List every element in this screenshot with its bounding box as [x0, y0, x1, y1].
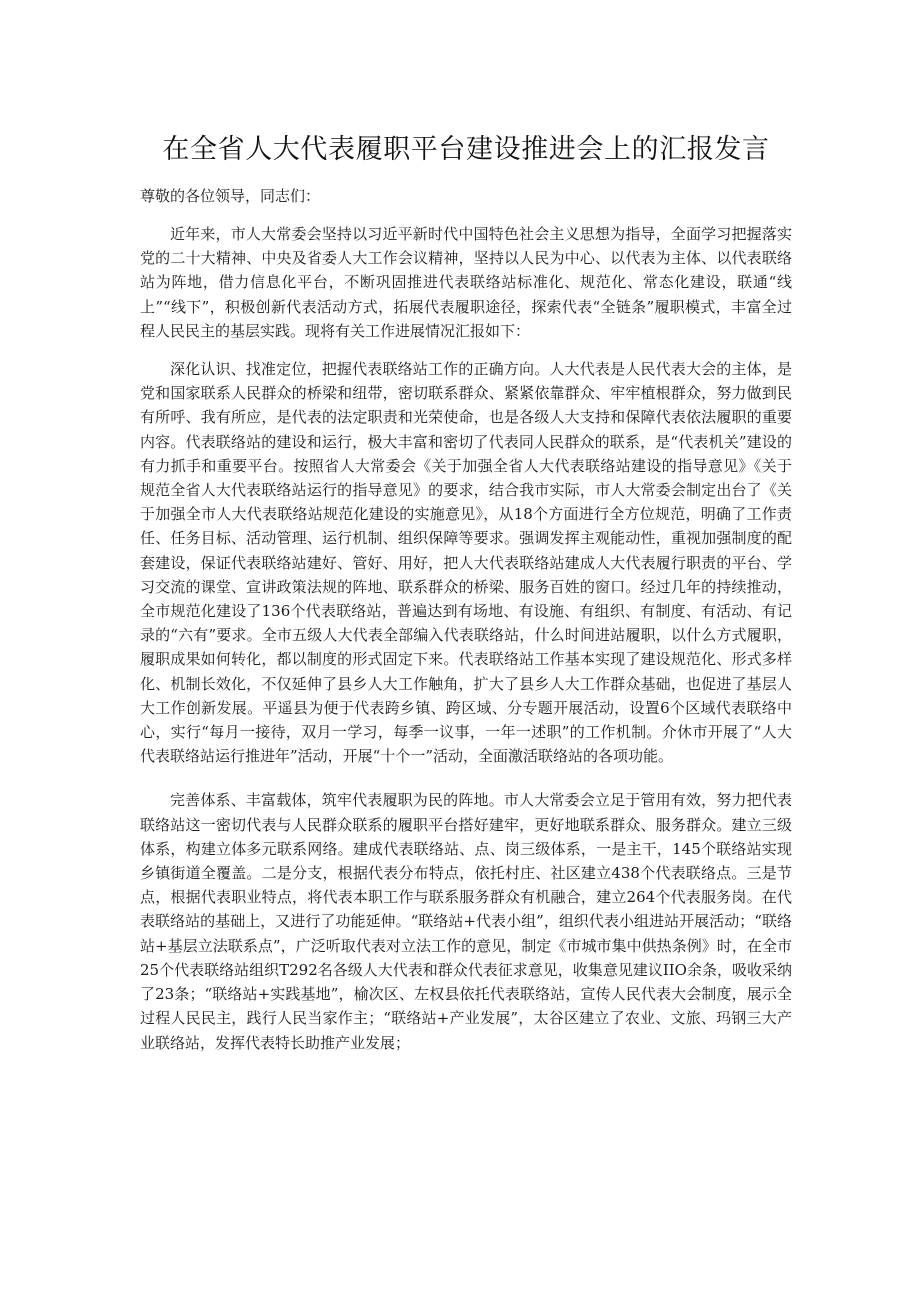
salutation: 尊敬的各位领导，同志们：	[140, 187, 321, 205]
document-page	[140, 128, 792, 1055]
paragraph-intro: 近年来，市人大常委会坚持以习近平新时代中国特色社会主义思想为指导，全面学习把握落实党的二十大精神、中央及省委人大工作会议精神，坚持以人民为中心、以代表为主体、以代表联络站为阵地，借力信息化平台，不断巩固推进代表联络站标准化、规范化、常态化建设，联通“线上”“线下”，积极创新代表活动方式，拓展代表履职途径，探索代表“全链条”履职模式，丰富全过程人民民主的基层实践。现将有关工作进展情况汇报如下：	[140, 225, 792, 340]
paragraph-section-2: 完善体系、丰富载体，筑牢代表履职为民的阵地。市人大常委会立足于管用有效，努力把代表联络站这一密切代表与人民群众联系的履职平台搭好建牢，更好地联系群众、服务群众。建立三级体系，构建立体多元联系网络。建成代表联络站、点、岗三级体系，一是主干，145个联络站实现乡镇街道全覆盖。二是分支，根据代表分布特点，依托村庄、社区建立438个代表联络点。三是节点，根据代表职业特点，将代表本职工作与联系服务群众有机融合，建立264个代表服务岗。在代表联络站的基础上，又进行了功能延伸。“联络站+代表小组”，组织代表小组进站开展活动；“联络站+基层立法联系点”，广泛听取代表对立法工作的意见，制定《市城市集中供热条例》时，在全市25个代表联络站组织T292名各级人大代表和群众代表征求意见，收集意见建议IIO余条，吸收采纳了23条；“联络站+实践基地”，榆次区、左权县依托代表联络站，宣传人民代表大会制度，展示全过程人民民主，践行人民当家作主；“联络站+产业发展”，太谷区建立了农业、文旅、玛钢三大产业联络站，发挥代表特长助推产业发展；	[140, 791, 792, 1052]
paragraph-section-1: 深化认识、找准定位，把握代表联络站工作的正确方向。人大代表是人民代表大会的主体，是党和国家联系人民群众的桥梁和纽带，密切联系群众、紧紧依靠群众、牢牢植根群众，努力做到民有所呼、我有所应，是代表的法定职责和光荣使命，也是各级人大支持和保障代表依法履职的重要内容。代表联络站的建设和运行，极大丰富和密切了代表同人民群众的联系，是“代表机关”建设的有力抓手和重要平台。按照省人大常委会《关于加强全省人大代表联络站建设的指导意见》《关于规范全省人大代表联络站运行的指导意见》的要求，结合我市实际，市人大常委会制定出台了《关于加强全市人大代表联络站规范化建设的实施意见》，从18个方面进行全方位规范，明确了工作责任、任务目标、活动管理、运行机制、组织保障等要求。强调发挥主观能动性，重视加强制度的配套建设，保证代表联络站建好、管好、用好，把人大代表联络站建成人大代表履行职责的平台、学习交流的课堂、宣讲政策法规的阵地、联系群众的桥梁、服务百姓的窗口。经过几年的持续推动，全市规范化建设了136个代表联络站，普遍达到有场地、有设施、有组织、有制度、有活动、有记录的“六有”要求。全市五级人大代表全部编入代表联络站，什么时间进站履职，以什么方式履职，履职成果如何转化，都以制度的形式固定下来。代表联络站工作基本实现了建设规范化、形式多样化、机制长效化，不仅延伸了县乡人大工作触角，扩大了县乡人大工作群众基础，也促进了基层人大工作创新发展。平遥县为便于代表跨乡镇、跨区域、分专题开展活动，设置6个区域代表联络中心，实行“每月一接待，双月一学习，每季一议事，一年一述职”的工作机制。介休市开展了“人大代表联络站运行推进年”活动，开展“十个一”活动，全面激活联络站的各项功能。	[140, 360, 792, 766]
document-title: 在全省人大代表履职平台建设推进会上的汇报发言	[162, 134, 770, 165]
